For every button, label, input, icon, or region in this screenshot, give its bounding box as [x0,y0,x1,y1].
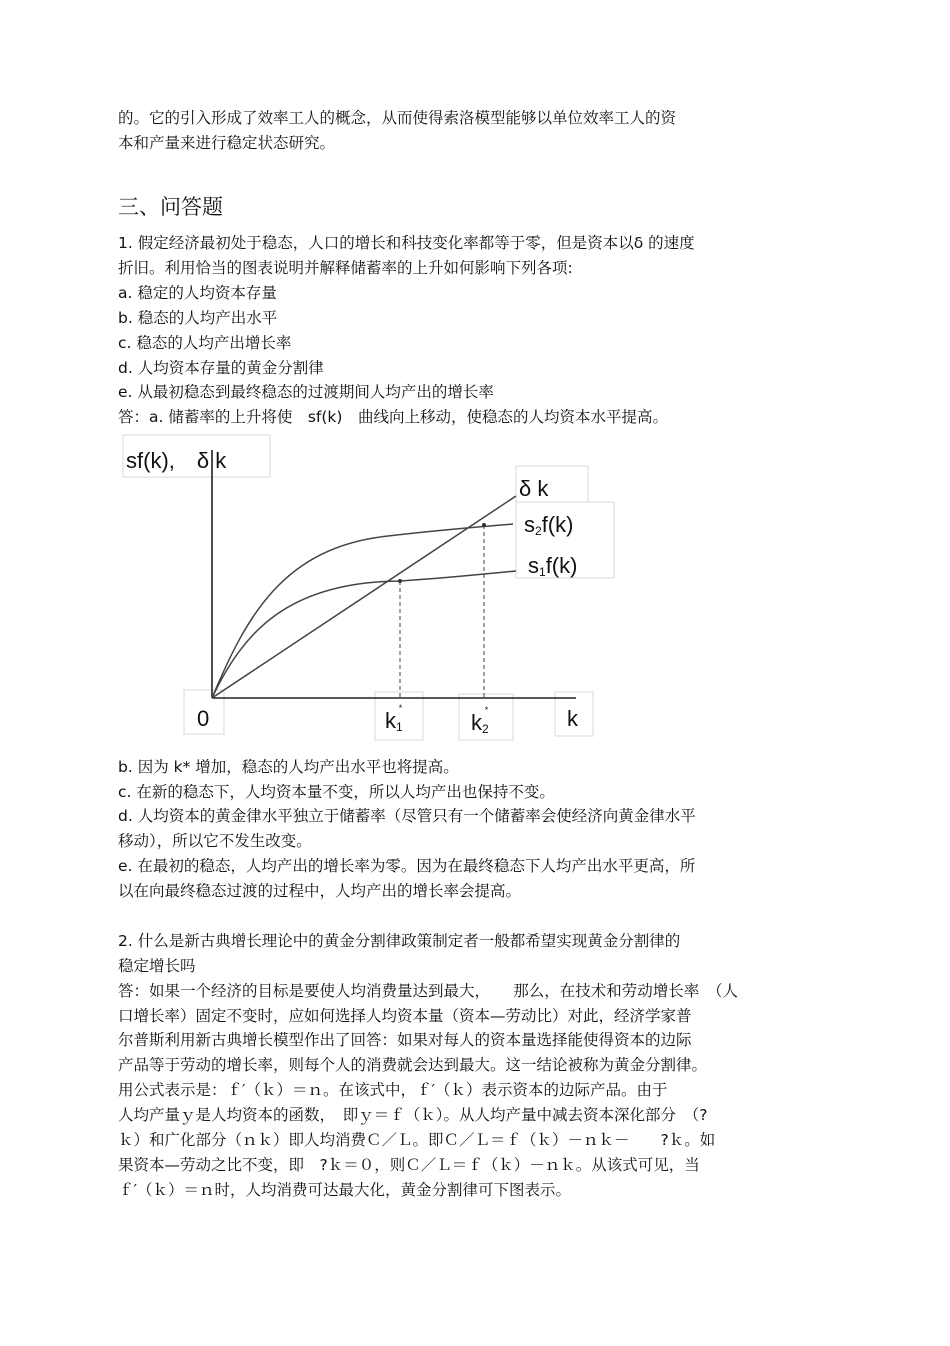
q2-line-11: ｆ′（ｋ）＝ｎ时，人均消费可达最大化，黄金分割律可下图表示。 [118,1181,572,1199]
q1-item-d: d. 人均资本存量的黄金分割律 [118,359,324,377]
y-axis-label: sf(k), δ k [126,448,227,473]
section-title: 三、问答题 [118,195,223,219]
q1-item-a: a. 稳定的人均资本存量 [118,284,277,302]
k1-star-label: k1* [385,703,403,734]
q1-answer-b: b. 因为 k* 增加，稳态的人均产出水平也将提高。 [118,758,459,776]
q1-line-1: 1. 假定经济最初处于稳态，人口的增长和科技变化率都等于零，但是资本以δ 的速度 [118,234,695,252]
q1-answer-d-1: d. 人均资本的黄金律水平独立于储蓄率（尽管只有一个储蓄率会使经济向黄金律水平 [118,807,696,825]
s2f-label: s2f(k) [524,512,574,538]
solow-diagram [118,432,618,742]
q1-answer-c: c. 在新的稳态下，人均资本量不变，所以人均产出也保持不变。 [118,783,555,801]
q1-answer-e-2: 以在向最终稳态过渡的过程中，人均产出的增长率会提高。 [118,882,522,900]
s1f-curve [212,571,516,698]
q1-item-b: b. 稳态的人均产出水平 [118,309,278,327]
q2-line-3: 答：如果一个经济的目标是要使人均消费量达到最大， 那么，在技术和劳动增长率 （人 [118,982,739,1000]
origin-label: 0 [197,706,210,731]
q2-line-5: 尔普斯利用新古典增长模型作出了回答：如果对每人的资本量选择能使得资本的边际 [118,1031,692,1049]
q2-line-2: 稳定增长吗 [118,957,196,975]
q2-line-8: 人均产量ｙ是人均资本的函数， 即ｙ＝ｆ（ｋ）。从人均产量中减去资本深化部分 （? [118,1106,708,1124]
q2-line-10: 果资本—劳动之比不变，即 ?ｋ＝０，则Ｃ／Ｌ＝ｆ（ｋ）－ｎｋ。从该式可见，当 [118,1156,700,1174]
q2-line-6: 产品等于劳动的增长率，则每个人的消费就会达到最大。这一结论被称为黄金分割律。 [118,1056,708,1074]
q1-answer-d-2: 移动），所以它不发生改变。 [118,832,312,850]
q1-answer-e-1: e. 在最初的稳态，人均产出的增长率为零。因为在最终稳态下人均产出水平更高，所 [118,857,696,875]
q1-item-c: c. 稳态的人均产出增长率 [118,334,292,352]
depreciation-label: δ k [519,476,549,501]
q1-line-2: 折旧。利用恰当的图表说明并解释储蓄率的上升如何影响下列各项: [118,259,573,277]
q1-answer-a: 答：a. 储蓄率的上升将使 sf(k) 曲线向上移动，使稳态的人均资本水平提高。 [118,408,668,426]
q2-line-9: ｋ）和广化部分（ｎｋ）即人均消费Ｃ／Ｌ。即Ｃ／Ｌ＝ｆ（ｋ）－ｎｋ－ ?ｋ。如 [118,1131,716,1149]
intro-line-1: 的。它的引入形成了效率工人的概念，从而使得索洛模型能够以单位效率工人的资 [118,109,677,127]
s1f-label: s1f(k) [528,553,578,579]
q2-line-7: 用公式表示是：ｆ′（ｋ）＝ｎ。在该式中，ｆ′（ｋ）表示资本的边际产品。由于 [118,1081,668,1099]
intro-line-2: 本和产量来进行稳定状态研究。 [118,134,336,152]
q2-line-1: 2. 什么是新古典增长理论中的黄金分割律政策制定者一般都希望实现黄金分割律的 [118,932,681,950]
s2f-curve [212,524,513,698]
q2-line-4: 口增长率）固定不变时，应如何选择人均资本量（资本—劳动比）对此，经济学家普 [118,1007,692,1025]
x-axis-label: k [567,706,578,731]
depreciation-line [212,496,516,698]
q1-item-e: e. 从最初稳态到最终稳态的过渡期间人均产出的增长率 [118,383,494,401]
k2-star-label: k2* [471,705,489,736]
